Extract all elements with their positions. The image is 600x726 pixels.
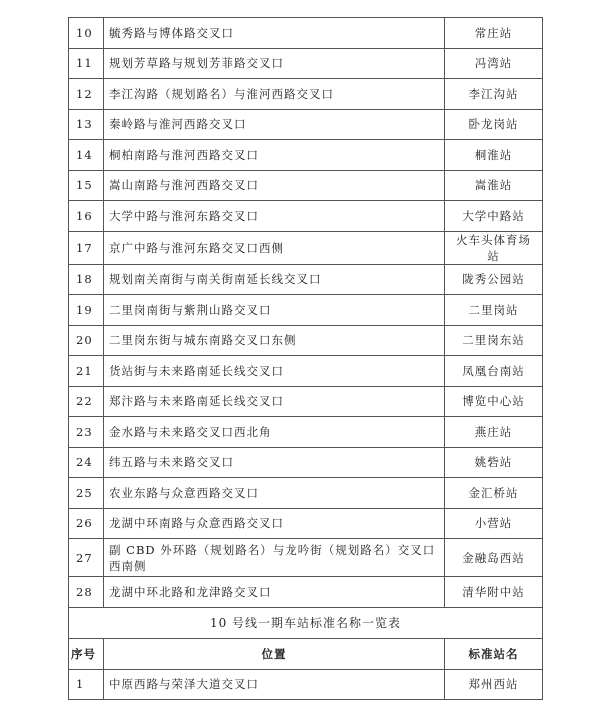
table2-body	[69, 669, 543, 700]
table-row	[69, 669, 543, 700]
row-number: 25	[69, 478, 104, 509]
row-station-name: 博览中心站	[445, 386, 543, 417]
row-station-name: 冯湾站	[445, 48, 543, 79]
row-number: 20	[69, 325, 104, 356]
row-location: 郑汴路与未来路南延长线交叉口	[104, 386, 445, 417]
row-location: 中原西路与荣泽大道交叉口	[104, 669, 445, 700]
row-number: 16	[69, 201, 104, 232]
row-station-name: 嵩淮站	[445, 170, 543, 201]
table-row	[69, 295, 543, 326]
row-location: 二里岗东街与城东南路交叉口东侧	[104, 325, 445, 356]
row-location: 龙湖中环南路与众意西路交叉口	[104, 508, 445, 539]
row-location: 规划南关南街与南关街南延长线交叉口	[104, 264, 445, 295]
row-station-name: 金汇桥站	[445, 478, 543, 509]
table2-title: 10 号线一期车站标准名称一览表	[69, 607, 543, 638]
row-number: 14	[69, 140, 104, 171]
row-number: 12	[69, 79, 104, 110]
row-number: 26	[69, 508, 104, 539]
row-station-name: 常庄站	[445, 18, 543, 49]
row-number: 22	[69, 386, 104, 417]
row-station-name: 金融岛西站	[445, 539, 543, 577]
row-location: 规划芳草路与规划芳菲路交叉口	[104, 48, 445, 79]
row-station-name: 桐淮站	[445, 140, 543, 171]
row-number: 10	[69, 18, 104, 49]
row-number: 18	[69, 264, 104, 295]
table-row	[69, 417, 543, 448]
header-no: 序号	[69, 638, 104, 669]
row-location: 嵩山南路与淮河西路交叉口	[104, 170, 445, 201]
table2-title-row	[69, 607, 543, 638]
table-row	[69, 478, 543, 509]
table-row	[69, 18, 543, 49]
row-number: 27	[69, 539, 104, 577]
row-location: 大学中路与淮河东路交叉口	[104, 201, 445, 232]
row-location: 京广中路与淮河东路交叉口西侧	[104, 231, 445, 264]
table-row	[69, 79, 543, 110]
row-location: 农业东路与众意西路交叉口	[104, 478, 445, 509]
row-number: 17	[69, 231, 104, 264]
row-location: 二里岗南街与紫荆山路交叉口	[104, 295, 445, 326]
row-station-name: 卧龙岗站	[445, 109, 543, 140]
header-name: 标准站名	[445, 638, 543, 669]
row-station-name: 陇秀公园站	[445, 264, 543, 295]
table-row	[69, 508, 543, 539]
row-number: 1	[69, 669, 104, 700]
row-number: 11	[69, 48, 104, 79]
table-row	[69, 356, 543, 387]
table-row	[69, 539, 543, 577]
row-station-name: 李江沟站	[445, 79, 543, 110]
table1-body	[69, 18, 543, 608]
table-row	[69, 170, 543, 201]
row-station-name: 姚砦站	[445, 447, 543, 478]
station-table	[68, 17, 543, 700]
row-number: 24	[69, 447, 104, 478]
table-row	[69, 48, 543, 79]
row-number: 23	[69, 417, 104, 448]
row-location: 货站街与未来路南延长线交叉口	[104, 356, 445, 387]
table-row	[69, 447, 543, 478]
table-row	[69, 109, 543, 140]
row-station-name: 凤凰台南站	[445, 356, 543, 387]
row-station-name: 小营站	[445, 508, 543, 539]
table-row	[69, 231, 543, 264]
header-location: 位置	[104, 638, 445, 669]
row-location: 李江沟路（规划路名）与淮河西路交叉口	[104, 79, 445, 110]
table-row	[69, 264, 543, 295]
row-location: 副 CBD 外环路（规划路名）与龙吟街（规划路名）交叉口西南侧	[104, 539, 445, 577]
row-number: 15	[69, 170, 104, 201]
table2-section	[69, 607, 543, 669]
row-station-name: 大学中路站	[445, 201, 543, 232]
row-number: 13	[69, 109, 104, 140]
row-number: 19	[69, 295, 104, 326]
table-row	[69, 140, 543, 171]
row-station-name: 郑州西站	[445, 669, 543, 700]
row-location: 桐柏南路与淮河西路交叉口	[104, 140, 445, 171]
row-number: 28	[69, 577, 104, 608]
row-location: 秦岭路与淮河西路交叉口	[104, 109, 445, 140]
row-location: 龙湖中环北路和龙津路交叉口	[104, 577, 445, 608]
row-number: 21	[69, 356, 104, 387]
row-station-name: 清华附中站	[445, 577, 543, 608]
row-station-name: 燕庄站	[445, 417, 543, 448]
table2-header-row	[69, 638, 543, 669]
table-row	[69, 577, 543, 608]
row-station-name: 二里岗站	[445, 295, 543, 326]
table-row	[69, 201, 543, 232]
table-row	[69, 325, 543, 356]
row-location: 纬五路与未来路交叉口	[104, 447, 445, 478]
table-row	[69, 386, 543, 417]
row-location: 毓秀路与博体路交叉口	[104, 18, 445, 49]
row-location: 金水路与未来路交叉口西北角	[104, 417, 445, 448]
row-station-name: 二里岗东站	[445, 325, 543, 356]
row-station-name: 火车头体育场站	[445, 231, 543, 264]
